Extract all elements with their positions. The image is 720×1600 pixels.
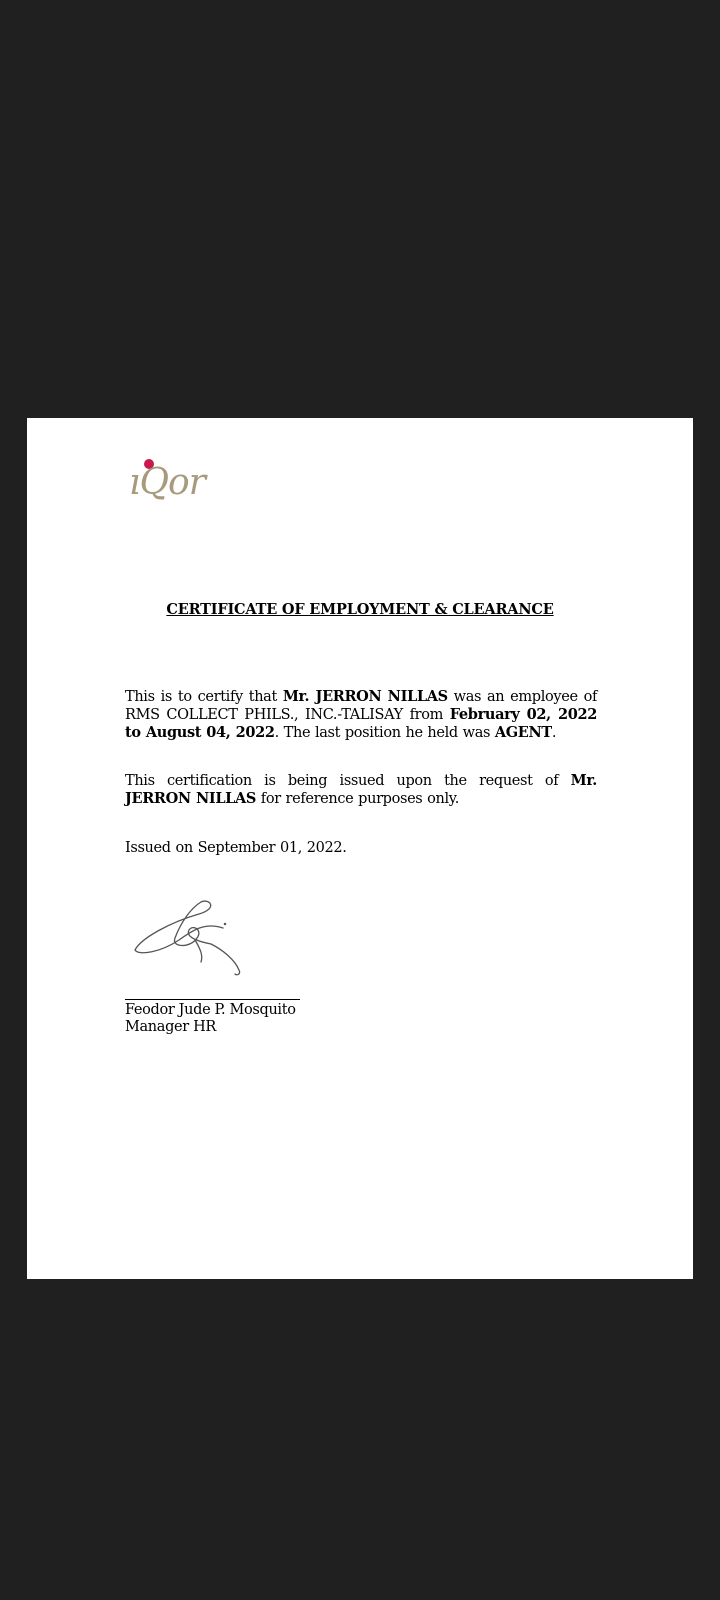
certification-paragraph [125, 688, 597, 742]
text-run: This is to certify that [125, 689, 283, 705]
company-logo [127, 454, 237, 504]
purpose-paragraph [125, 772, 597, 808]
svg-text:ıQor: ıQor [129, 462, 205, 503]
signatory-block [125, 1002, 296, 1036]
text-run: . The last position he held was [274, 725, 495, 741]
text-run: for reference purposes only. [256, 791, 459, 807]
employee-name: Mr. JERRON NILLAS [282, 688, 448, 705]
text-run: was an employee of RMS COLLECT PHILS., INC.-TALISAY from [125, 689, 597, 723]
employment-dates: February 02, 2022 to August 04, 2022 [125, 706, 597, 741]
requester-name: Mr. JERRON NILLAS [125, 772, 597, 807]
document-title: CERTIFICATE OF EMPLOYMENT & CLEARANCE [166, 601, 554, 618]
text-run: This certification is being issued upon the request of [125, 773, 571, 789]
handwritten-signature [131, 894, 251, 976]
employee-position: AGENT [494, 724, 552, 741]
text-run: . [551, 725, 557, 741]
signatory-title: Manager HR [125, 1019, 216, 1035]
signatory-name: Feodor Jude P. Mosquito [125, 1002, 296, 1018]
issued-date: Issued on September 01, 2022. [125, 840, 347, 856]
document-page [27, 418, 693, 1279]
signature-line [125, 999, 300, 1000]
